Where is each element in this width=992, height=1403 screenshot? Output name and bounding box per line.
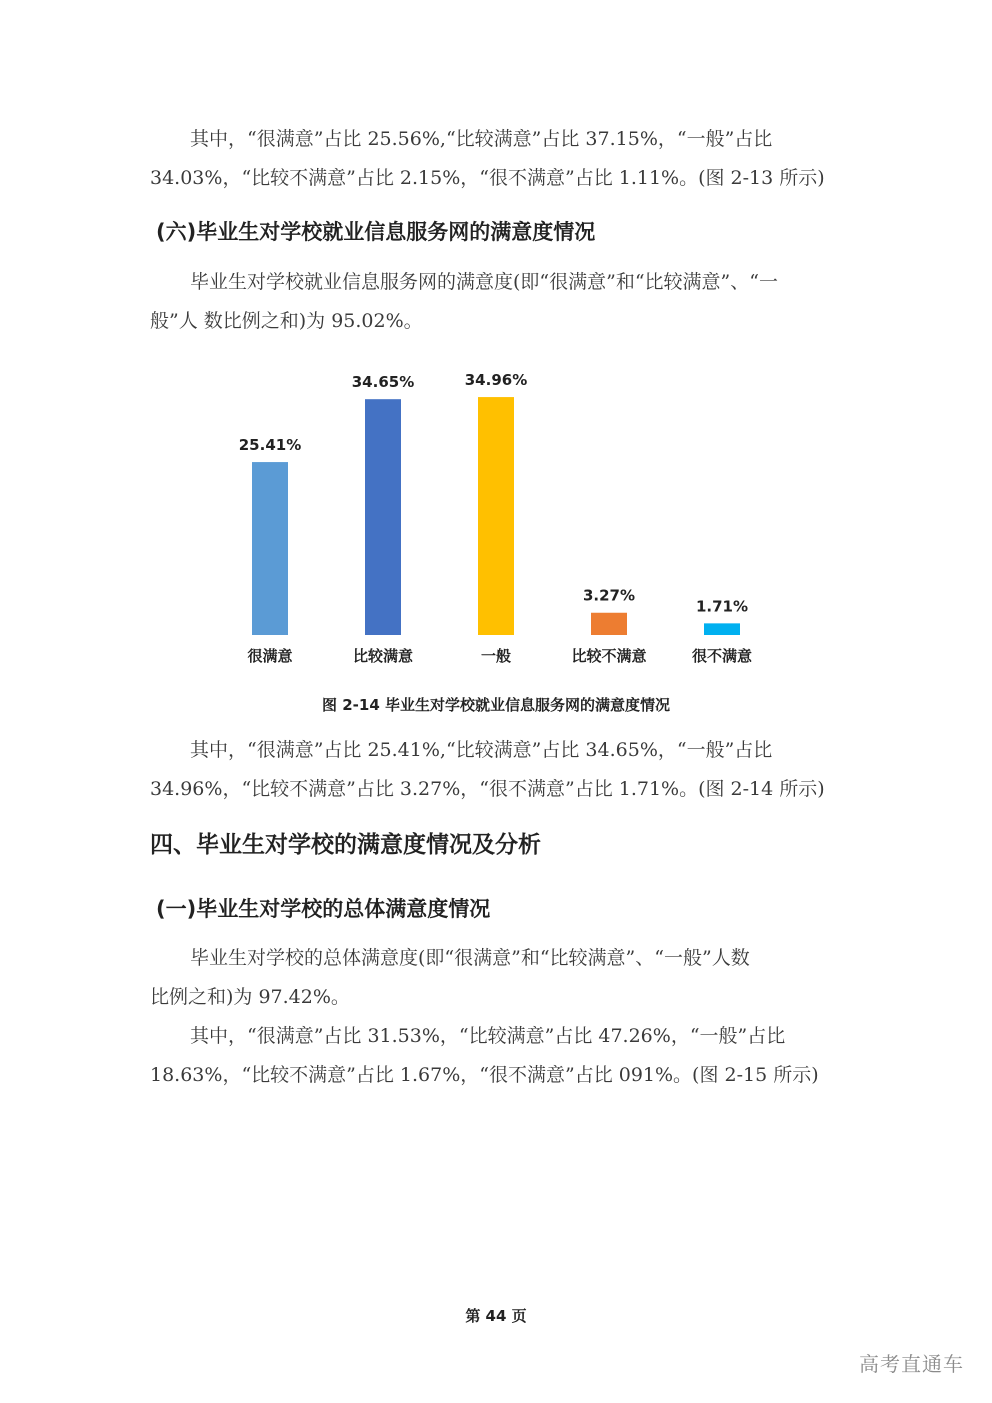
text-line: 34.03%，“比较不满意”占比 2.15%，“很不满意”占比 1.11%。(图 2-13 所示) [150,167,825,189]
text-line: 其中，“很满意”占比 31.53%，“比较满意”占比 47.26%，“一般”占比 [190,1025,786,1047]
bar-chart-website-satisfaction [220,355,780,675]
data-label: 34.96% [464,371,528,390]
data-label: 3.27% [582,586,636,605]
category-label: 很不满意 [691,647,753,665]
text-line: 比例之和)为 97.42%。 [150,986,350,1008]
category-label: 一般 [480,647,512,665]
paragraph-satisfaction-2-15 [150,1017,850,1095]
data-label: 34.65% [351,373,415,392]
paragraph-satisfaction-2-13 [150,120,850,198]
chapter-heading-school-satisfaction: 四、毕业生对学校的满意度情况及分析 [150,832,541,858]
section-heading-employment-website: (六)毕业生对学校就业信息服务网的满意度情况 [156,220,596,244]
figure-caption: 图 2-14 毕业生对学校就业信息服务网的满意度情况 [322,696,670,714]
bar-1 [365,399,401,635]
text-line: 34.96%，“比较不满意”占比 3.27%，“很不满意”占比 1.71%。(图 2-14 所示) [150,778,825,800]
text-line: 18.63%，“比较不满意”占比 1.67%，“很不满意”占比 091%。(图 2-15 所示) [150,1064,819,1086]
text-line: 其中，“很满意”占比 25.56%,“比较满意”占比 37.15%，“一般”占比 [190,128,773,150]
data-label: 25.41% [238,436,302,455]
paragraph-satisfaction-2-14 [150,731,850,809]
bar-0 [252,462,288,635]
section-heading-overall-satisfaction: (一)毕业生对学校的总体满意度情况 [156,897,491,921]
category-label: 比较满意 [352,647,414,665]
watermark-text: 高考直通车 [859,1352,964,1376]
category-label: 很满意 [247,647,293,665]
category-label: 比较不满意 [571,647,647,665]
bar-4 [704,623,740,635]
paragraph-overall-satisfaction [150,939,850,1017]
data-label: 1.71% [695,597,749,616]
bar-2 [478,397,514,635]
text-line: 般”人 数比例之和)为 95.02%。 [150,310,423,332]
page-number: 第 44 页 [465,1307,527,1325]
bar-3 [591,613,627,635]
text-line: 毕业生对学校的总体满意度(即“很满意”和“比较满意”、“一般”人数 [190,947,750,969]
text-line: 毕业生对学校就业信息服务网的满意度(即“很满意”和“比较满意”、“一 [190,271,778,293]
paragraph-website-satisfaction [150,263,850,341]
text-line: 其中，“很满意”占比 25.41%,“比较满意”占比 34.65%，“一般”占比 [190,739,773,761]
